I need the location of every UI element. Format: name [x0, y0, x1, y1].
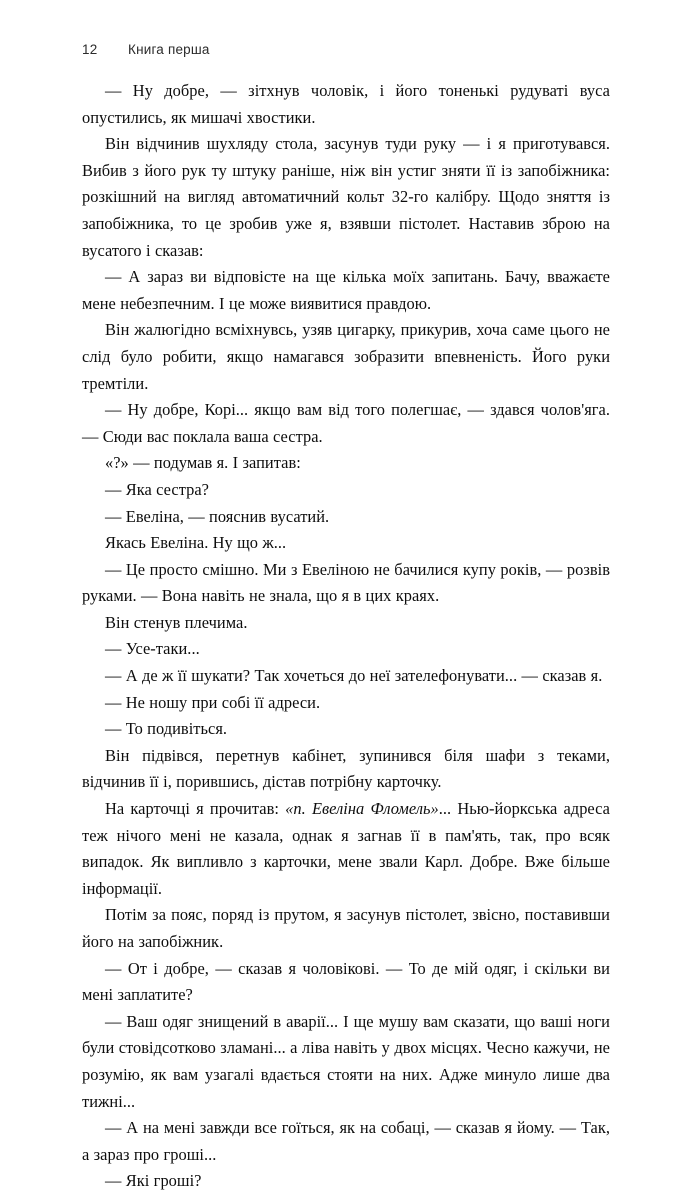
paragraph: — Яка сестра? — [105, 479, 209, 499]
paragraph: «?» — подумав я. І запитав: — [105, 453, 301, 473]
running-head — [82, 42, 610, 62]
paragraph: — Усе-таки... — [105, 639, 200, 659]
paragraph-with-italic — [82, 796, 610, 902]
paragraph: — От і добре, — сказав я чоловікові. — То де мій одяг, і скільки ви мені заплатите? — [82, 958, 610, 1005]
paragraph: — Не ношу при собі її адреси. — [105, 692, 321, 712]
paragraph: Він відчинив шухляду стола, засунув туди руку — і я приготувався. Вибив з його рук ту штуку раніше, ніж він устиг зняти її із запобіжника: розкішний на вигляд автоматичний кольт 32-го калібру. Щодо зняття із запобіжника, то це зробив уже я, взявши пістолет. Наставив зброю на вусатого і сказав: — [82, 134, 610, 260]
paragraph: — Евеліна, — пояснив вусатий. — [105, 506, 330, 526]
paragraph: — То подивіться. — [105, 719, 228, 739]
page-number: 12 — [82, 42, 98, 57]
running-title: Книга перша — [128, 42, 210, 57]
paragraph: — А де ж її шукати? Так хочеться до неї зателефонувати... — сказав я. — [105, 666, 603, 686]
paragraph: Потім за пояс, поряд із прутом, я засунув пістолет, звісно, поставивши його на запобіжник. — [82, 905, 610, 951]
paragraph: — Ваш одяг знищений в аварії... І ще мушу вам сказати, що ваші ноги були стовідсотково зламані... а ліва навіть у двох місцях. Чесно кажучи, не розумію, як вам узагалі вдається стояти на них. Адже минуло лише два тижні... — [82, 1011, 610, 1111]
paragraph-text-before: На карточці я прочитав: — [105, 799, 286, 819]
paragraph: — Ну добре, Корі... якщо вам від того полегшає, — здався чолов'яга. — Сюди вас поклала ваша сестра. — [82, 400, 610, 446]
paragraph: Він підвівся, перетнув кабінет, зупинився біля шафи з теками, відчинив її і, порившись, дістав потрібну карточку. — [82, 745, 610, 792]
paragraph: — Які гроші? — [105, 1171, 202, 1191]
paragraph: — А на мені завжди все гоїться, як на собаці, — сказав я йому. — Так, а зараз про гроші... — [82, 1118, 610, 1164]
paragraph: Він стенув плечима. — [105, 612, 248, 632]
paragraph: — Це просто смішно. Ми з Евеліною не бачилися купу років, — розвів руками. — Вона навіть не знала, що я в цих краях. — [82, 559, 610, 606]
paragraph: — Ну добре, — зітхнув чоловік, і його тоненькі рудуваті вуса опустились, як мишачі хвостики. — [82, 81, 610, 127]
paragraph: Він жалюгідно всміхнувсь, узяв цигарку, прикурив, хоча саме цього не слід було робити, якщо намагався зобразити впевненість. Його руки тремтіли. — [82, 320, 610, 393]
body-text-block — [82, 78, 610, 1195]
paragraph: — А зараз ви відповісте на ще кілька моїх запитань. Бачу, вважаєте мене небезпечним. І це може виявитися правдою. — [82, 267, 610, 313]
paragraph-text-after: ... Нью-йоркська адреса теж нічого мені не казала, однак я загнав її в пам'ять, так, про всяк випадок. Як випливло з карточки, мене звали Карл. Добре. Вже більше інформації. — [82, 799, 610, 898]
paragraph: Якась Евеліна. Ну що ж... — [105, 533, 287, 553]
italic-card-name: «п. Евеліна Фломель» — [285, 799, 439, 819]
